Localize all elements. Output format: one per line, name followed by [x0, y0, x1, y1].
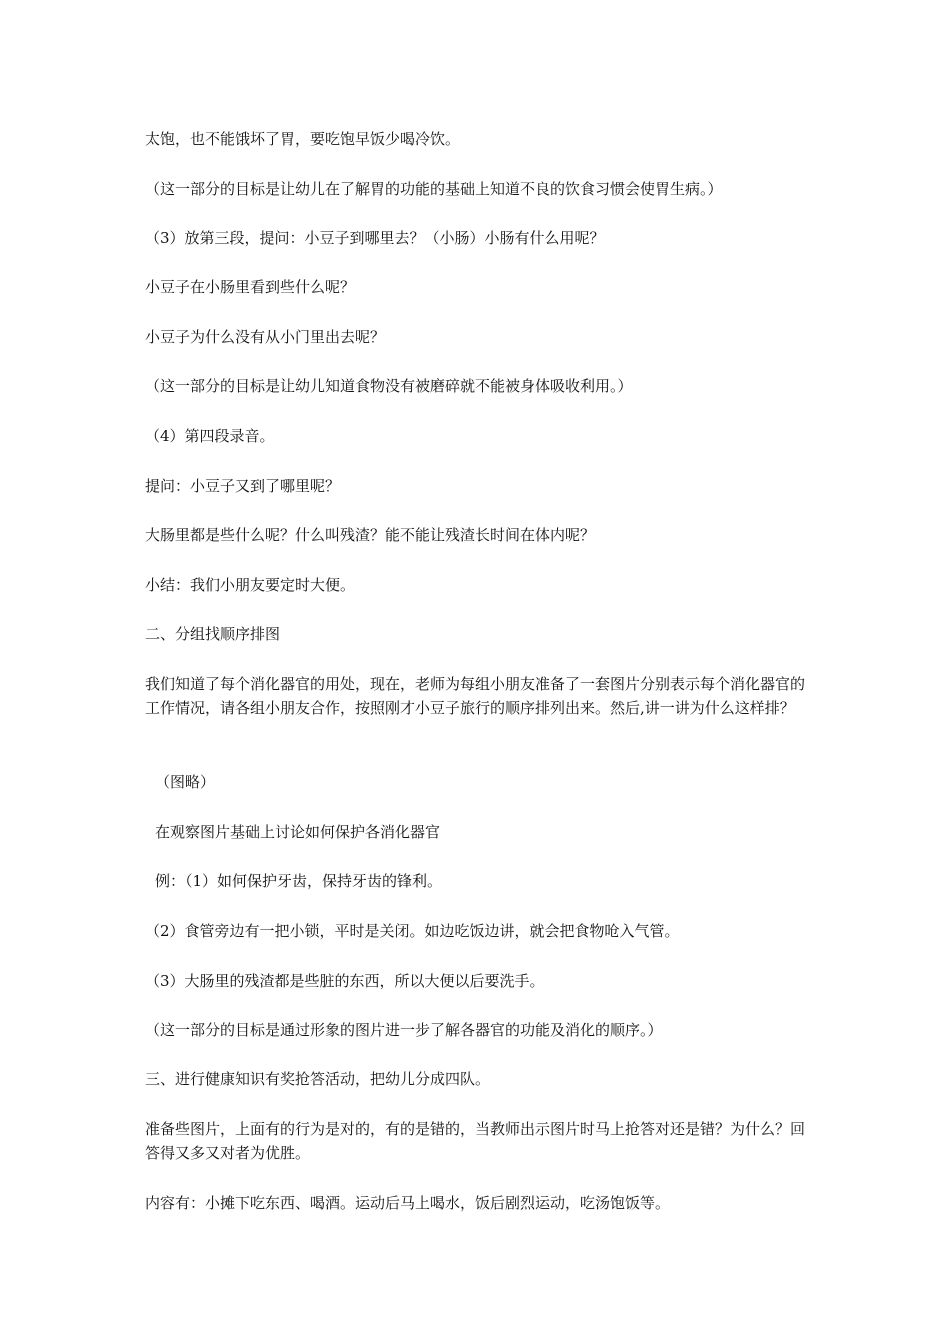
paragraph: （这一部分的目标是让幼儿知道食物没有被磨碎就不能被身体吸收利用。） [145, 377, 633, 395]
section-heading: 三、进行健康知识有奖抢答活动，把幼儿分成四队。 [145, 1070, 491, 1088]
paragraph: 大肠里都是些什么呢？什么叫残渣？能不能让残渣长时间在体内呢？ [145, 526, 596, 544]
paragraph: 小结：我们小朋友要定时大便。 [145, 576, 356, 594]
paragraph: 小豆子在小肠里看到些什么呢？ [145, 278, 356, 296]
paragraph: （4）第四段录音。 [145, 427, 275, 445]
paragraph: 内容有：小摊下吃东西、喝酒。运动后马上喝水，饭后剧烈运动，吃汤饱饭等。 [145, 1194, 671, 1212]
paragraph: （2）食管旁边有一把小锁，平时是关闭。如边吃饭边讲，就会把食物呛入气管。 [145, 922, 680, 940]
paragraph: 小豆子为什么没有从小门里出去呢？ [145, 328, 386, 346]
paragraph: （这一部分的目标是通过形象的图片进一步了解各器官的功能及消化的顺序。） [145, 1021, 663, 1039]
paragraph: 在观察图片基础上讨论如何保护各消化器官 [155, 823, 441, 841]
paragraph: （图略） [155, 773, 216, 791]
paragraph: 例：（1）如何保护牙齿，保持牙齿的锋利。 [155, 872, 443, 890]
paragraph: （这一部分的目标是让幼儿在了解胃的功能的基础上知道不良的饮食习惯会使胃生病。） [145, 180, 723, 198]
paragraph: （3）放第三段，提问：小豆子到哪里去？（小肠）小肠有什么用呢？ [145, 229, 605, 247]
paragraph: （3）大肠里的残渣都是些脏的东西，所以大便以后要洗手。 [145, 972, 545, 990]
paragraph: 我们知道了每个消化器官的用处，现在，老师为每组小朋友准备了一套图片分别表示每个消化器官的工作情况，请各组小朋友合作，按照刚才小豆子旅行的顺序排列出来。然后,讲一讲为什么这样排？ [145, 675, 806, 717]
paragraph: 提问：小豆子又到了哪里呢？ [145, 477, 341, 495]
section-heading: 二、分组找顺序排图 [145, 625, 281, 643]
paragraph: 准备些图片，上面有的行为是对的，有的是错的，当教师出示图片时马上抢答对还是错？为什么？回答得又多又对者为优胜。 [145, 1120, 806, 1162]
paragraph: 太饱，也不能饿坏了胃，要吃饱早饭少喝冷饮。 [145, 130, 461, 148]
